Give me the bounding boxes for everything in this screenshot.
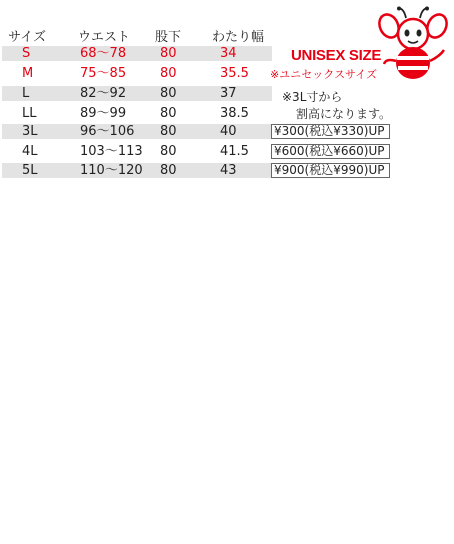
- thigh-cell: 41.5: [220, 144, 249, 159]
- size-cell: 3L: [22, 124, 38, 139]
- size-row-m: [2, 66, 272, 81]
- size-row-4l: [2, 144, 272, 159]
- bee-mascot-icon: [376, 6, 450, 82]
- table-header: [0, 26, 272, 44]
- unisex-size-subtitle: ※ユニセックスサイズ: [270, 68, 378, 81]
- thigh-cell: 34: [220, 46, 237, 61]
- unisex-size-title: UNISEX SIZE: [291, 47, 382, 64]
- size-cell: S: [22, 46, 31, 61]
- inseam-cell: 80: [160, 124, 177, 139]
- size-cell: 5L: [22, 163, 38, 178]
- waist-cell: 89～99: [80, 106, 127, 121]
- header-size: サイズ: [8, 30, 46, 45]
- thigh-cell: 37: [220, 86, 237, 101]
- waist-cell: 75～85: [80, 66, 127, 81]
- price-note-line1: ※3L寸から: [282, 90, 343, 104]
- size-row-s: [2, 46, 272, 61]
- size-cell: LL: [22, 106, 37, 121]
- inseam-cell: 80: [160, 46, 177, 61]
- price-note-line2: 割高になります。: [296, 107, 392, 121]
- size-cell: M: [22, 66, 34, 81]
- thigh-cell: 40: [220, 124, 237, 139]
- inseam-cell: 80: [160, 66, 177, 81]
- size-row-ll: [2, 106, 272, 121]
- inseam-cell: 80: [160, 163, 177, 178]
- waist-cell: 110～120: [80, 163, 143, 178]
- waist-cell: 103～113: [80, 144, 143, 159]
- size-row-l: [2, 86, 272, 101]
- size-row-3l: [2, 124, 272, 139]
- price-up-5l: ¥900(税込¥990)UP: [271, 163, 390, 178]
- thigh-cell: 38.5: [220, 106, 249, 121]
- size-row-5l: [2, 163, 272, 178]
- waist-cell: 96～106: [80, 124, 135, 139]
- header-waist: ウエスト: [78, 30, 131, 45]
- inseam-cell: 80: [160, 86, 177, 101]
- inseam-cell: 80: [160, 144, 177, 159]
- header-inseam: 股下: [155, 30, 182, 45]
- waist-cell: 68～78: [80, 46, 127, 61]
- size-cell: 4L: [22, 144, 38, 159]
- thigh-cell: 35.5: [220, 66, 249, 81]
- inseam-cell: 80: [160, 106, 177, 121]
- header-thigh: わたり幅: [212, 30, 265, 45]
- price-up-3l: ¥300(税込¥330)UP: [271, 124, 390, 139]
- thigh-cell: 43: [220, 163, 237, 178]
- size-cell: L: [22, 86, 30, 101]
- waist-cell: 82～92: [80, 86, 127, 101]
- price-up-4l: ¥600(税込¥660)UP: [271, 144, 390, 159]
